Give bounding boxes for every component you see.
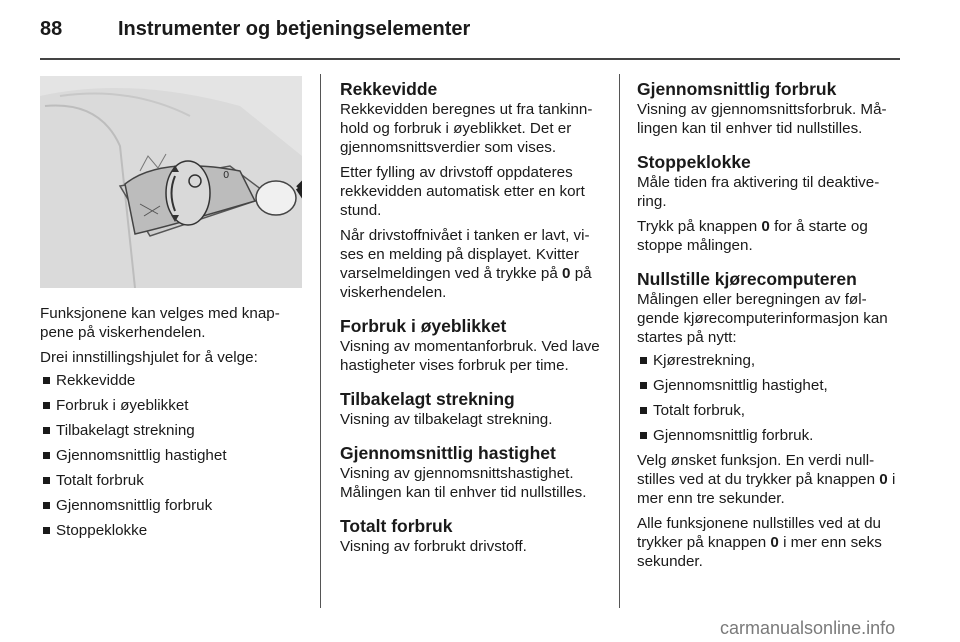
intro-text-2: Drei innstillingshjulet for å velge: [40, 349, 258, 366]
column-left [40, 304, 306, 546]
svg-text:0: 0 [223, 170, 230, 181]
section-gjennomsnittlig-forbruk [637, 79, 903, 138]
list-item: Gjennomsnittlig forbruk. [637, 426, 903, 445]
header-divider [40, 58, 900, 60]
paragraph: Måle tiden fra aktivering til deaktive-ring. [637, 174, 880, 210]
section-nullstille [637, 269, 903, 571]
list-item: Totalt forbruk, [637, 401, 903, 420]
paragraph: Visning av gjennomsnittshastighet. Målingen kan til enhver tid nullstilles. [340, 465, 587, 501]
section-forbruk [340, 316, 606, 375]
section-heading: Tilbakelagt strekning [340, 389, 515, 409]
wiper-lever-illustration [40, 76, 302, 288]
paragraph: Når drivstoffnivået i tanken er lavt, vi-ses en melding på displayet. Kvitter varselmeldingen ved å trykke på 0 på viskerhendelen. [340, 227, 592, 301]
function-list [40, 371, 306, 540]
column-middle [340, 79, 606, 570]
section-rekkevidde [340, 79, 606, 302]
section-totalt [340, 516, 606, 556]
page-title: Instrumenter og betjeningselementer [118, 18, 471, 40]
section-heading: Forbruk i øyeblikket [340, 316, 507, 336]
column-divider-2 [619, 74, 620, 608]
list-item: Rekkevidde [40, 371, 306, 390]
column-divider-1 [320, 74, 321, 608]
paragraph: Trykk på knappen 0 for å starte og stoppe målingen. [637, 218, 868, 254]
paragraph: Visning av forbrukt drivstoff. [340, 538, 527, 555]
list-item: Totalt forbruk [40, 471, 306, 490]
paragraph: Målingen eller beregningen av føl-gende kjørecomputerinformasjon kan startes på nytt: [637, 291, 888, 346]
list-item: Stoppeklokke [40, 521, 306, 540]
paragraph: Alle funksjonene nullstilles ved at du trykker på knappen 0 i mer enn seks sekunder. [637, 515, 882, 570]
column-right [637, 79, 903, 577]
section-heading: Gjennomsnittlig forbruk [637, 79, 837, 99]
section-heading: Rekkevidde [340, 79, 438, 99]
section-heading: Totalt forbruk [340, 516, 453, 536]
section-stoppeklokke [637, 152, 903, 255]
watermark: carmanualsonline.info [720, 618, 896, 638]
section-heading: Stoppeklokke [637, 152, 751, 172]
section-heading: Nullstille kjørecomputeren [637, 269, 857, 289]
section-heading: Gjennomsnittlig hastighet [340, 443, 556, 463]
section-hastighet [340, 443, 606, 502]
page-number: 88 [40, 18, 63, 40]
paragraph: Rekkevidden beregnes ut fra tankinn-hold og forbruk i øyeblikket. Det er gjennomsnittsverdier som vises. [340, 101, 593, 156]
paragraph: Visning av gjennomsnittsforbruk. Må-lingen kan til enhver tid nullstilles. [637, 101, 887, 137]
paragraph: Velg ønsket funksjon. En verdi null-stilles ved at du trykker på knappen 0 i mer enn tre sekunder. [637, 452, 896, 507]
paragraph: Visning av tilbakelagt strekning. [340, 411, 553, 428]
paragraph: Etter fylling av drivstoff oppdateres rekkevidden automatisk etter en kort stund. [340, 164, 585, 219]
list-item: Gjennomsnittlig hastighet [40, 446, 306, 465]
list-item: Gjennomsnittlig forbruk [40, 496, 306, 515]
list-item: Tilbakelagt strekning [40, 421, 306, 440]
list-item: Kjørestrekning, [637, 351, 903, 370]
section-strekning [340, 389, 606, 429]
list-item: Forbruk i øyeblikket [40, 396, 306, 415]
reset-list [637, 351, 903, 445]
paragraph: Visning av momentanforbruk. Ved lave hastigheter vises forbruk per time. [340, 338, 600, 374]
list-item: Gjennomsnittlig hastighet, [637, 376, 903, 395]
intro-text-1: Funksjonene kan velges med knap-pene på viskerhendelen. [40, 305, 280, 341]
